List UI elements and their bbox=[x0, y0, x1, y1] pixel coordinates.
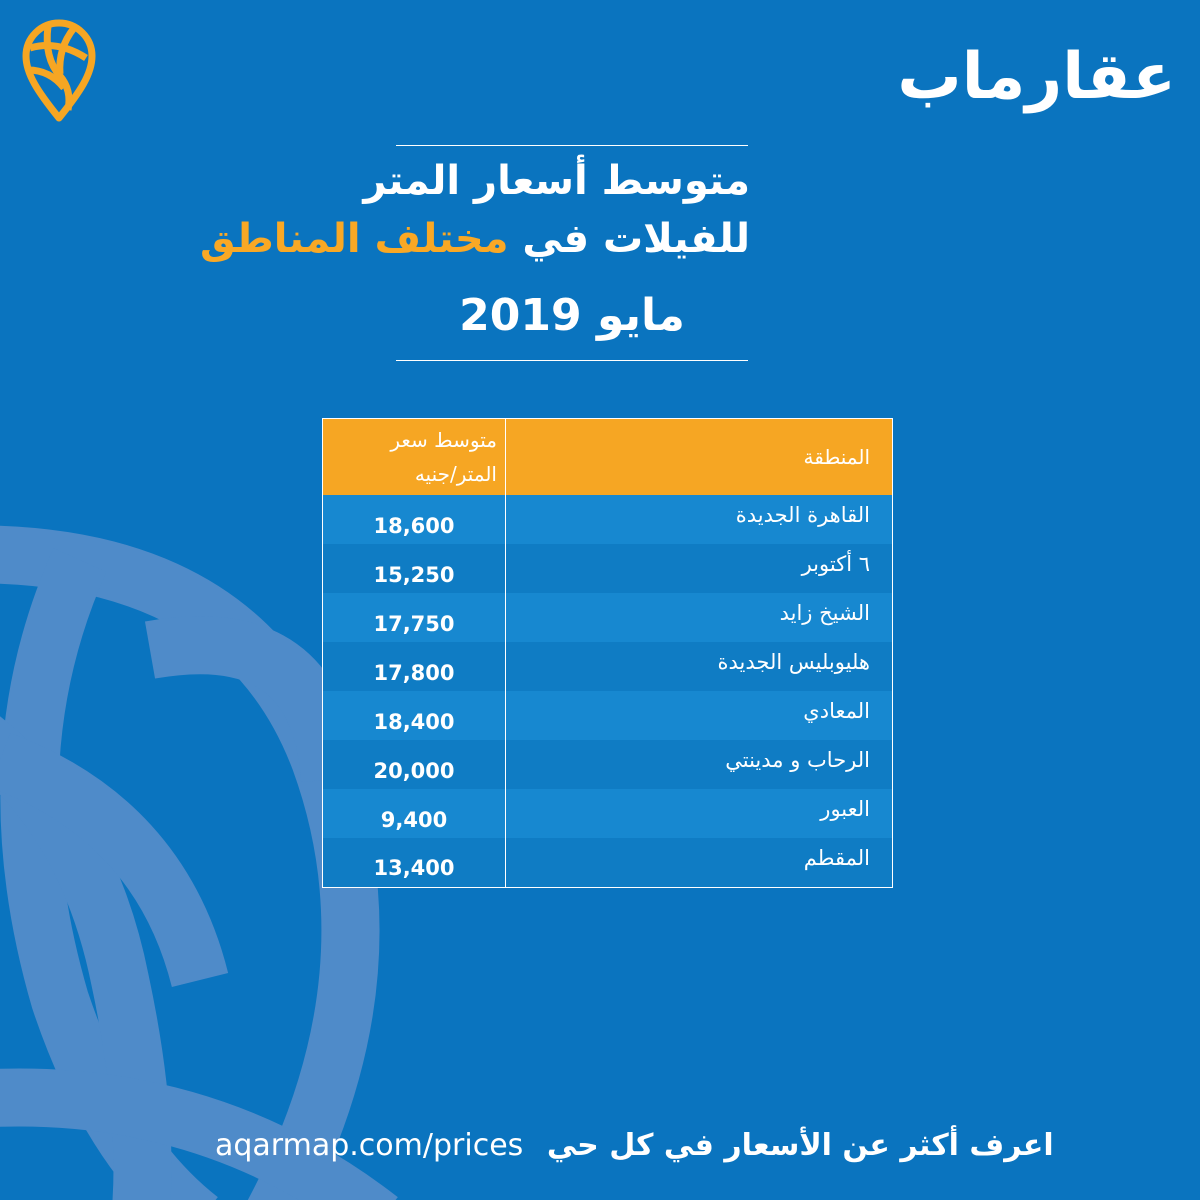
table-body bbox=[323, 495, 893, 887]
footer-cta: اعرف أكثر عن الأسعار في كل حي bbox=[546, 1128, 1054, 1163]
price-cell: 17,750 bbox=[323, 593, 506, 642]
footer bbox=[215, 1128, 1054, 1163]
title-bottom-divider bbox=[396, 360, 748, 361]
table-row bbox=[323, 495, 893, 544]
page-date: مايو 2019 bbox=[459, 290, 685, 341]
footer-url[interactable]: aqarmap.com/prices bbox=[215, 1128, 524, 1163]
price-cell: 17,800 bbox=[323, 642, 506, 691]
brand-logo-text: عقارماب bbox=[897, 40, 1176, 114]
globe-pin-icon bbox=[20, 18, 98, 126]
price-cell: 18,600 bbox=[323, 495, 506, 544]
table-row bbox=[323, 789, 893, 838]
table-row bbox=[323, 642, 893, 691]
price-cell: 18,400 bbox=[323, 691, 506, 740]
area-cell: العبور bbox=[506, 789, 893, 838]
price-cell: 9,400 bbox=[323, 789, 506, 838]
title-accent-text: مختلف المناطق bbox=[200, 216, 509, 262]
price-table bbox=[322, 418, 893, 888]
page-title-line-1: متوسط أسعار المتر bbox=[363, 158, 750, 204]
area-cell: القاهرة الجديدة bbox=[506, 495, 893, 544]
table-row bbox=[323, 740, 893, 789]
area-cell: هليوبليس الجديدة bbox=[506, 642, 893, 691]
table-row bbox=[323, 838, 893, 887]
header-price-line-1: متوسط سعر bbox=[390, 428, 497, 452]
area-cell: الرحاب و مدينتي bbox=[506, 740, 893, 789]
area-cell: الشيخ زايد bbox=[506, 593, 893, 642]
price-cell: 15,250 bbox=[323, 544, 506, 593]
header-area: المنطقة bbox=[506, 419, 893, 496]
area-cell: ٦ أكتوبر bbox=[506, 544, 893, 593]
table-row bbox=[323, 691, 893, 740]
header-price-line-2: المتر/جنيه bbox=[414, 462, 497, 486]
price-cell: 13,400 bbox=[323, 838, 506, 887]
table-row bbox=[323, 544, 893, 593]
page-title-line-2 bbox=[200, 216, 750, 262]
area-cell: المعادي bbox=[506, 691, 893, 740]
title-top-divider bbox=[396, 145, 748, 146]
price-cell: 20,000 bbox=[323, 740, 506, 789]
title-plain-text: للفيلات في bbox=[508, 216, 750, 262]
table-row bbox=[323, 593, 893, 642]
area-cell: المقطم bbox=[506, 838, 893, 887]
table-header-row bbox=[323, 419, 893, 496]
header-price bbox=[323, 419, 506, 496]
